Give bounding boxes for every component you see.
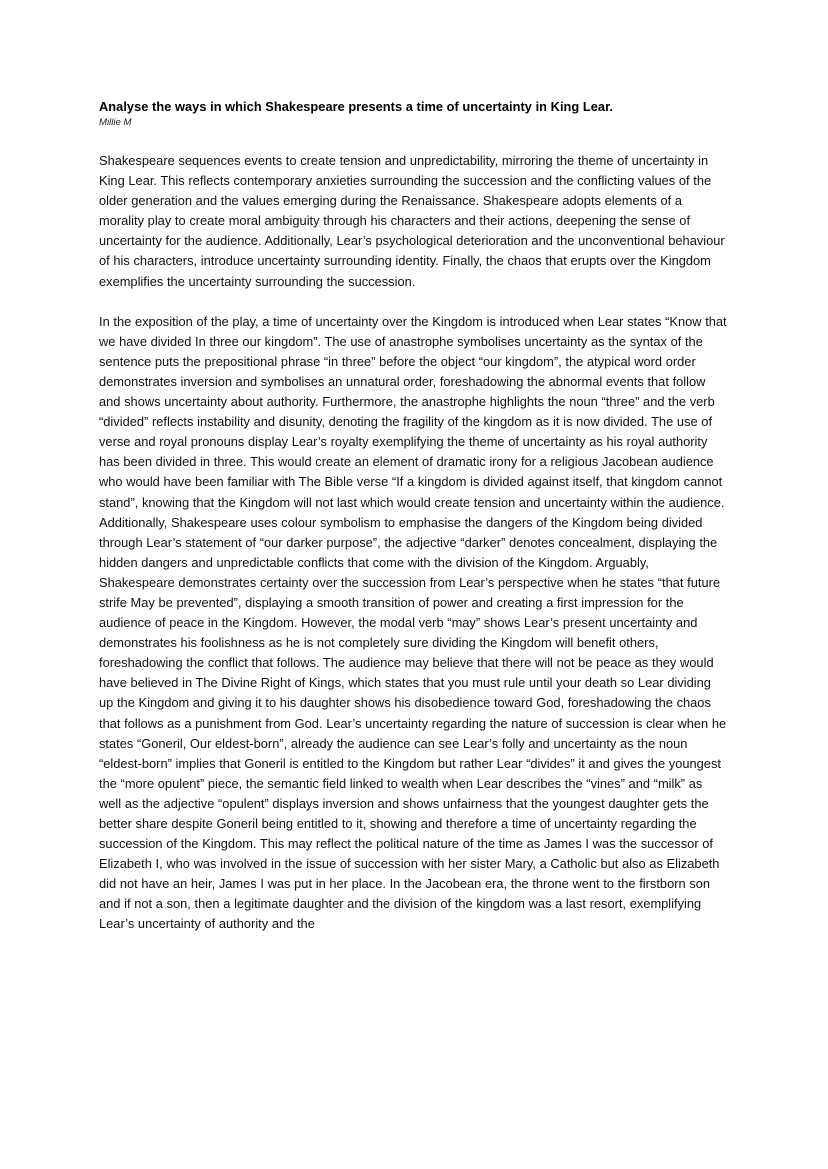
paragraph-intro: Shakespeare sequences events to create tension and unpredictability, mirroring the theme of uncertainty in King Lear. This reflects contemporary anxieties surrounding the succession and the conflicting values of the older generation and the values emerging during the Renaissance. Shakespeare adopts elements of a morality play to create moral ambiguity through his characters and their actions, deepening the sense of uncertainty for the audience. Additionally, Lear’s psychological deterioration and the unconventional behaviour of his characters, introduce uncertainty surrounding identity. Finally, the chaos that erupts over the Kingdom exemplifies the uncertainty surrounding the succession. bbox=[99, 153, 725, 289]
author-byline: Millie M bbox=[99, 117, 132, 128]
document-body bbox=[99, 99, 727, 935]
page-title: Analyse the ways in which Shakespeare presents a time of uncertainty in King Lear. bbox=[99, 99, 614, 114]
paragraph-body-1: In the exposition of the play, a time of uncertainty over the Kingdom is introduced when Lear states “Know that we have divided In three our kingdom”. The use of anastrophe symbolises uncertainty as the syntax of the sentence puts the prepositional phrase “in three” before the object “our kingdom”, the atypical word order demonstrates inversion and symbolises an unnatural order, foreshadowing the abnormal events that follow and shows uncertainty about authority. Furthermore, the anastrophe highlights the noun “three” and the verb “divided” reflects instability and disunity, denoting the fragility of the kingdom as it is now divided. The use of verse and royal pronouns display Lear’s royalty exemplifying the theme of uncertainty as his royal authority has been divided in three. This would create an element of dramatic irony for a religious Jacobean audience who would have been familiar with The Bible verse “If a kingdom is divided against itself, that kingdom cannot stand”, knowing that the Kingdom will not last which would create tension and uncertainty within the audience. Additionally, Shakespeare uses colour symbolism to emphasise the dangers of the Kingdom being divided through Lear’s statement of “our darker purpose”, the adjective “darker” denotes concealment, displaying the hidden dangers and unpredictable conflicts that come with the division of the Kingdom. Arguably, Shakespeare demonstrates certainty over the succession from Lear’s perspective when he states “that future strife May be prevented”, displaying a smooth transition of power and creating a first impression for the audience of peace in the Kingdom. However, the modal verb “may” shows Lear’s present uncertainty and demonstrates his foolishness as he is not completely sure dividing the Kingdom will benefit others, foreshadowing the conflict that follows. The audience may believe that there will not be peace as they would have believed in The Divine Right of Kings, which states that you must rule until your death so Lear dividing up the Kingdom and giving it to his daughter shows his disobedience toward God, foreshadowing the chaos that follows as a punishment from God. Lear’s uncertainty regarding the nature of succession is clear when he states “Goneril, Our eldest-born”, already the audience can see Lear’s folly and uncertainty as the noun “eldest-born” implies that Goneril is entitled to the Kingdom but rather Lear “divides” it and gives the youngest the “more opulent” piece, the semantic field linked to wealth when Lear describes the “vines” and “milk” as well as the adjective “opulent” displays inversion and shows unfairness that the youngest daughter gets the better share despite Goneril being entitled to it, showing and therefore a time of uncertainty regarding the succession of the Kingdom. This may reflect the political nature of the time as James I was the successor of Elizabeth I, who was involved in the issue of succession with her sister Mary, a Catholic but also as Elizabeth did not have an heir, James I was put in her place. In the Jacobean era, the throne went to the firstborn son and if not a son, then a legitimate daughter and the division of the kingdom was a last resort, exemplifying Lear’s uncertainty of authority and the bbox=[99, 313, 727, 932]
